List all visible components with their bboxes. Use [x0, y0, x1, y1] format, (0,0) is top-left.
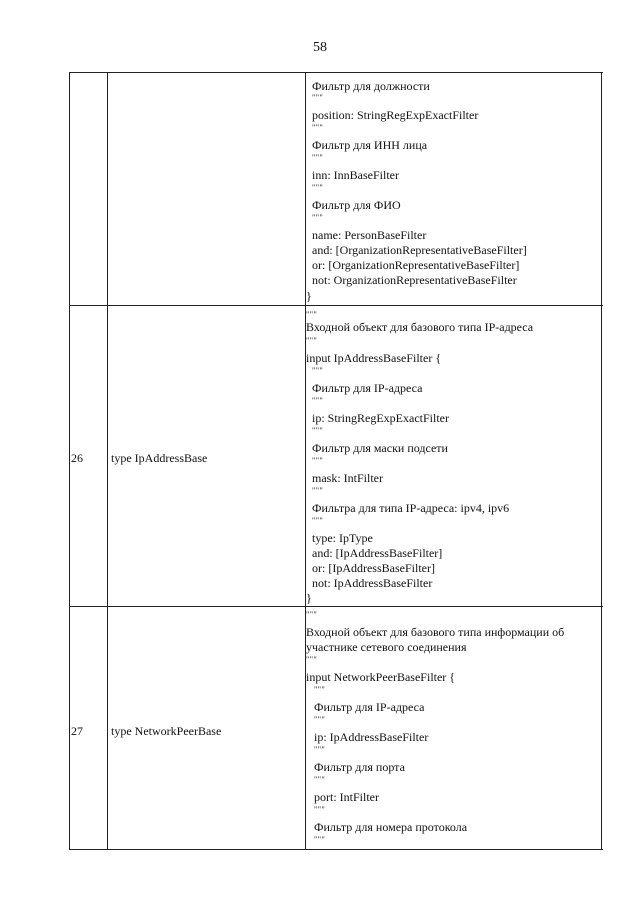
code-line: Фильтр для порта — [314, 760, 405, 774]
code-line: Фильтр для маски подсети — [312, 441, 448, 455]
code-line: Фильтр для ИНН лица — [312, 138, 428, 152]
code-line: """ — [312, 396, 324, 405]
code-line: """ — [312, 426, 324, 435]
row-definition — [305, 73, 601, 849]
code-line: position: StringRegExpExactFilter — [312, 108, 479, 122]
code-line: Фильтр для ФИО — [312, 198, 401, 212]
code-line: """ — [314, 805, 326, 814]
code-line: type: IpType — [312, 531, 373, 545]
code-line: """ — [312, 183, 324, 192]
code-line: or: [IpAddressBaseFilter] — [312, 561, 435, 575]
code-line: """ — [306, 655, 318, 664]
code-line: not: OrganizationRepresentativeBaseFilter — [312, 273, 517, 287]
code-line: not: IpAddressBaseFilter — [312, 576, 433, 590]
code-line: Фильтра для типа IP-адреса: ipv4, ipv6 — [312, 501, 510, 515]
code-line: Входной объект для базового типа информации об — [306, 625, 565, 639]
code-line: """ — [314, 835, 326, 844]
code-line: """ — [312, 516, 324, 525]
code-line: """ — [314, 745, 326, 754]
code-line: """ — [312, 486, 324, 495]
code-line: участнике сетевого соединения — [306, 640, 467, 654]
code-line: """ — [314, 685, 326, 694]
code-line: Фильтр для IP-адреса — [314, 700, 425, 714]
code-line: and: [OrganizationRepresentativeBaseFilter] — [312, 243, 527, 257]
code-line: inn: InnBaseFilter — [312, 168, 399, 182]
code-line: name: PersonBaseFilter — [312, 228, 427, 242]
row-type-name: type IpAddressBase — [111, 451, 208, 465]
code-line: port: IntFilter — [314, 790, 379, 804]
code-line: """ — [306, 310, 318, 319]
code-line: """ — [306, 610, 318, 619]
code-line: """ — [314, 775, 326, 784]
code-line: ip: StringRegExpExactFilter — [312, 411, 449, 425]
code-line: input NetworkPeerBaseFilter { — [306, 670, 456, 684]
schema-table — [69, 72, 603, 850]
code-line: """ — [312, 153, 324, 162]
code-line: mask: IntFilter — [312, 471, 383, 485]
code-line: Фильтр для IP-адреса — [312, 381, 423, 395]
code-line: } — [306, 289, 312, 303]
code-line: ip: IpAddressBaseFilter — [314, 730, 429, 744]
row-number: 27 — [71, 724, 83, 738]
code-line: """ — [312, 456, 324, 465]
code-line: Фильтр для должности — [312, 79, 430, 93]
page-number: 58 — [313, 40, 327, 55]
code-line: or: [OrganizationRepresentativeBaseFilter] — [312, 258, 520, 272]
code-line: Фильтр для номера протокола — [314, 820, 468, 834]
row-type-name: type NetworkPeerBase — [111, 724, 222, 738]
code-line: """ — [306, 336, 318, 345]
code-line: """ — [312, 213, 324, 222]
code-line: """ — [314, 715, 326, 724]
code-line: and: [IpAddressBaseFilter] — [312, 546, 443, 560]
code-line: """ — [312, 123, 324, 132]
code-line: """ — [312, 366, 324, 375]
table-divider-number — [107, 73, 108, 849]
code-line: } — [306, 591, 312, 605]
row-number: 26 — [71, 451, 83, 465]
table-border-right — [601, 73, 602, 849]
code-line: Входной объект для базового типа IP-адреса — [306, 320, 534, 334]
code-line: """ — [312, 93, 324, 102]
table-border-left — [69, 73, 70, 849]
code-line: input IpAddressBaseFilter { — [306, 351, 442, 365]
